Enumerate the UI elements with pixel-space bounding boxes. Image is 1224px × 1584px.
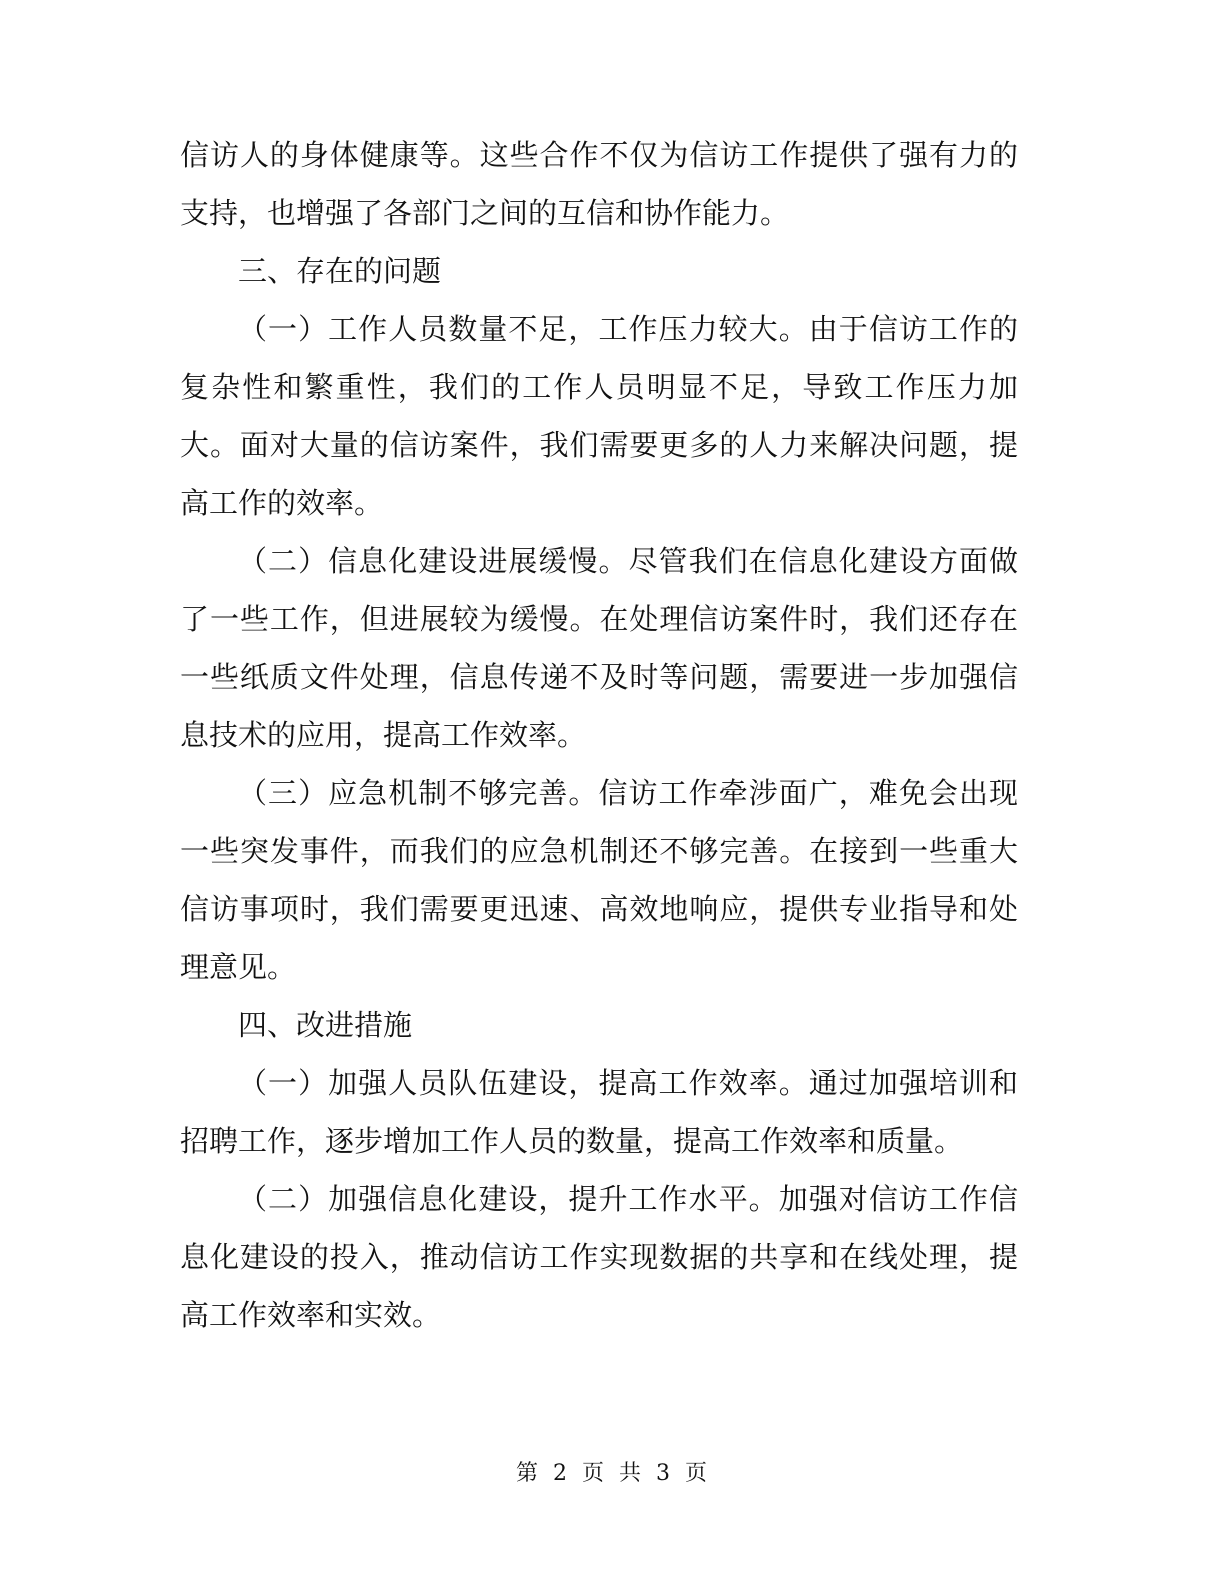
section-heading-problems: 三、存在的问题 <box>238 254 442 288</box>
document-body <box>180 126 1018 1344</box>
paragraph-problem-3: （三）应急机制不够完善。信访工作牵涉面广，难免会出现一些突发事件，而我们的应急机制还不够完善。在接到一些重大信访事项时，我们需要更迅速、高效地响应，提供专业指导和处理意见。 <box>180 776 1018 984</box>
page-number-footer: 第 2 页 共 3 页 <box>516 1461 708 1486</box>
paragraph-problem-1: （一）工作人员数量不足，工作压力较大。由于信访工作的复杂性和繁重性，我们的工作人员明显不足，导致工作压力加大。面对大量的信访案件，我们需要更多的人力来解决问题，提高工作的效率。 <box>180 312 1018 520</box>
section-heading-improvements: 四、改进措施 <box>238 1008 413 1042</box>
paragraph-continuation: 信访人的身体健康等。这些合作不仅为信访工作提供了强有力的支持，也增强了各部门之间的互信和协作能力。 <box>180 138 1018 230</box>
paragraph-problem-2: （二）信息化建设进展缓慢。尽管我们在信息化建设方面做了一些工作，但进展较为缓慢。在处理信访案件时，我们还存在一些纸质文件处理，信息传递不及时等问题，需要进一步加强信息技术的应用，提高工作效率。 <box>180 544 1018 752</box>
paragraph-improvement-2: （二）加强信息化建设，提升工作水平。加强对信访工作信息化建设的投入，推动信访工作实现数据的共享和在线处理，提高工作效率和实效。 <box>180 1182 1018 1332</box>
paragraph-improvement-1: （一）加强人员队伍建设，提高工作效率。通过加强培训和招聘工作，逐步增加工作人员的数量，提高工作效率和质量。 <box>180 1066 1018 1158</box>
